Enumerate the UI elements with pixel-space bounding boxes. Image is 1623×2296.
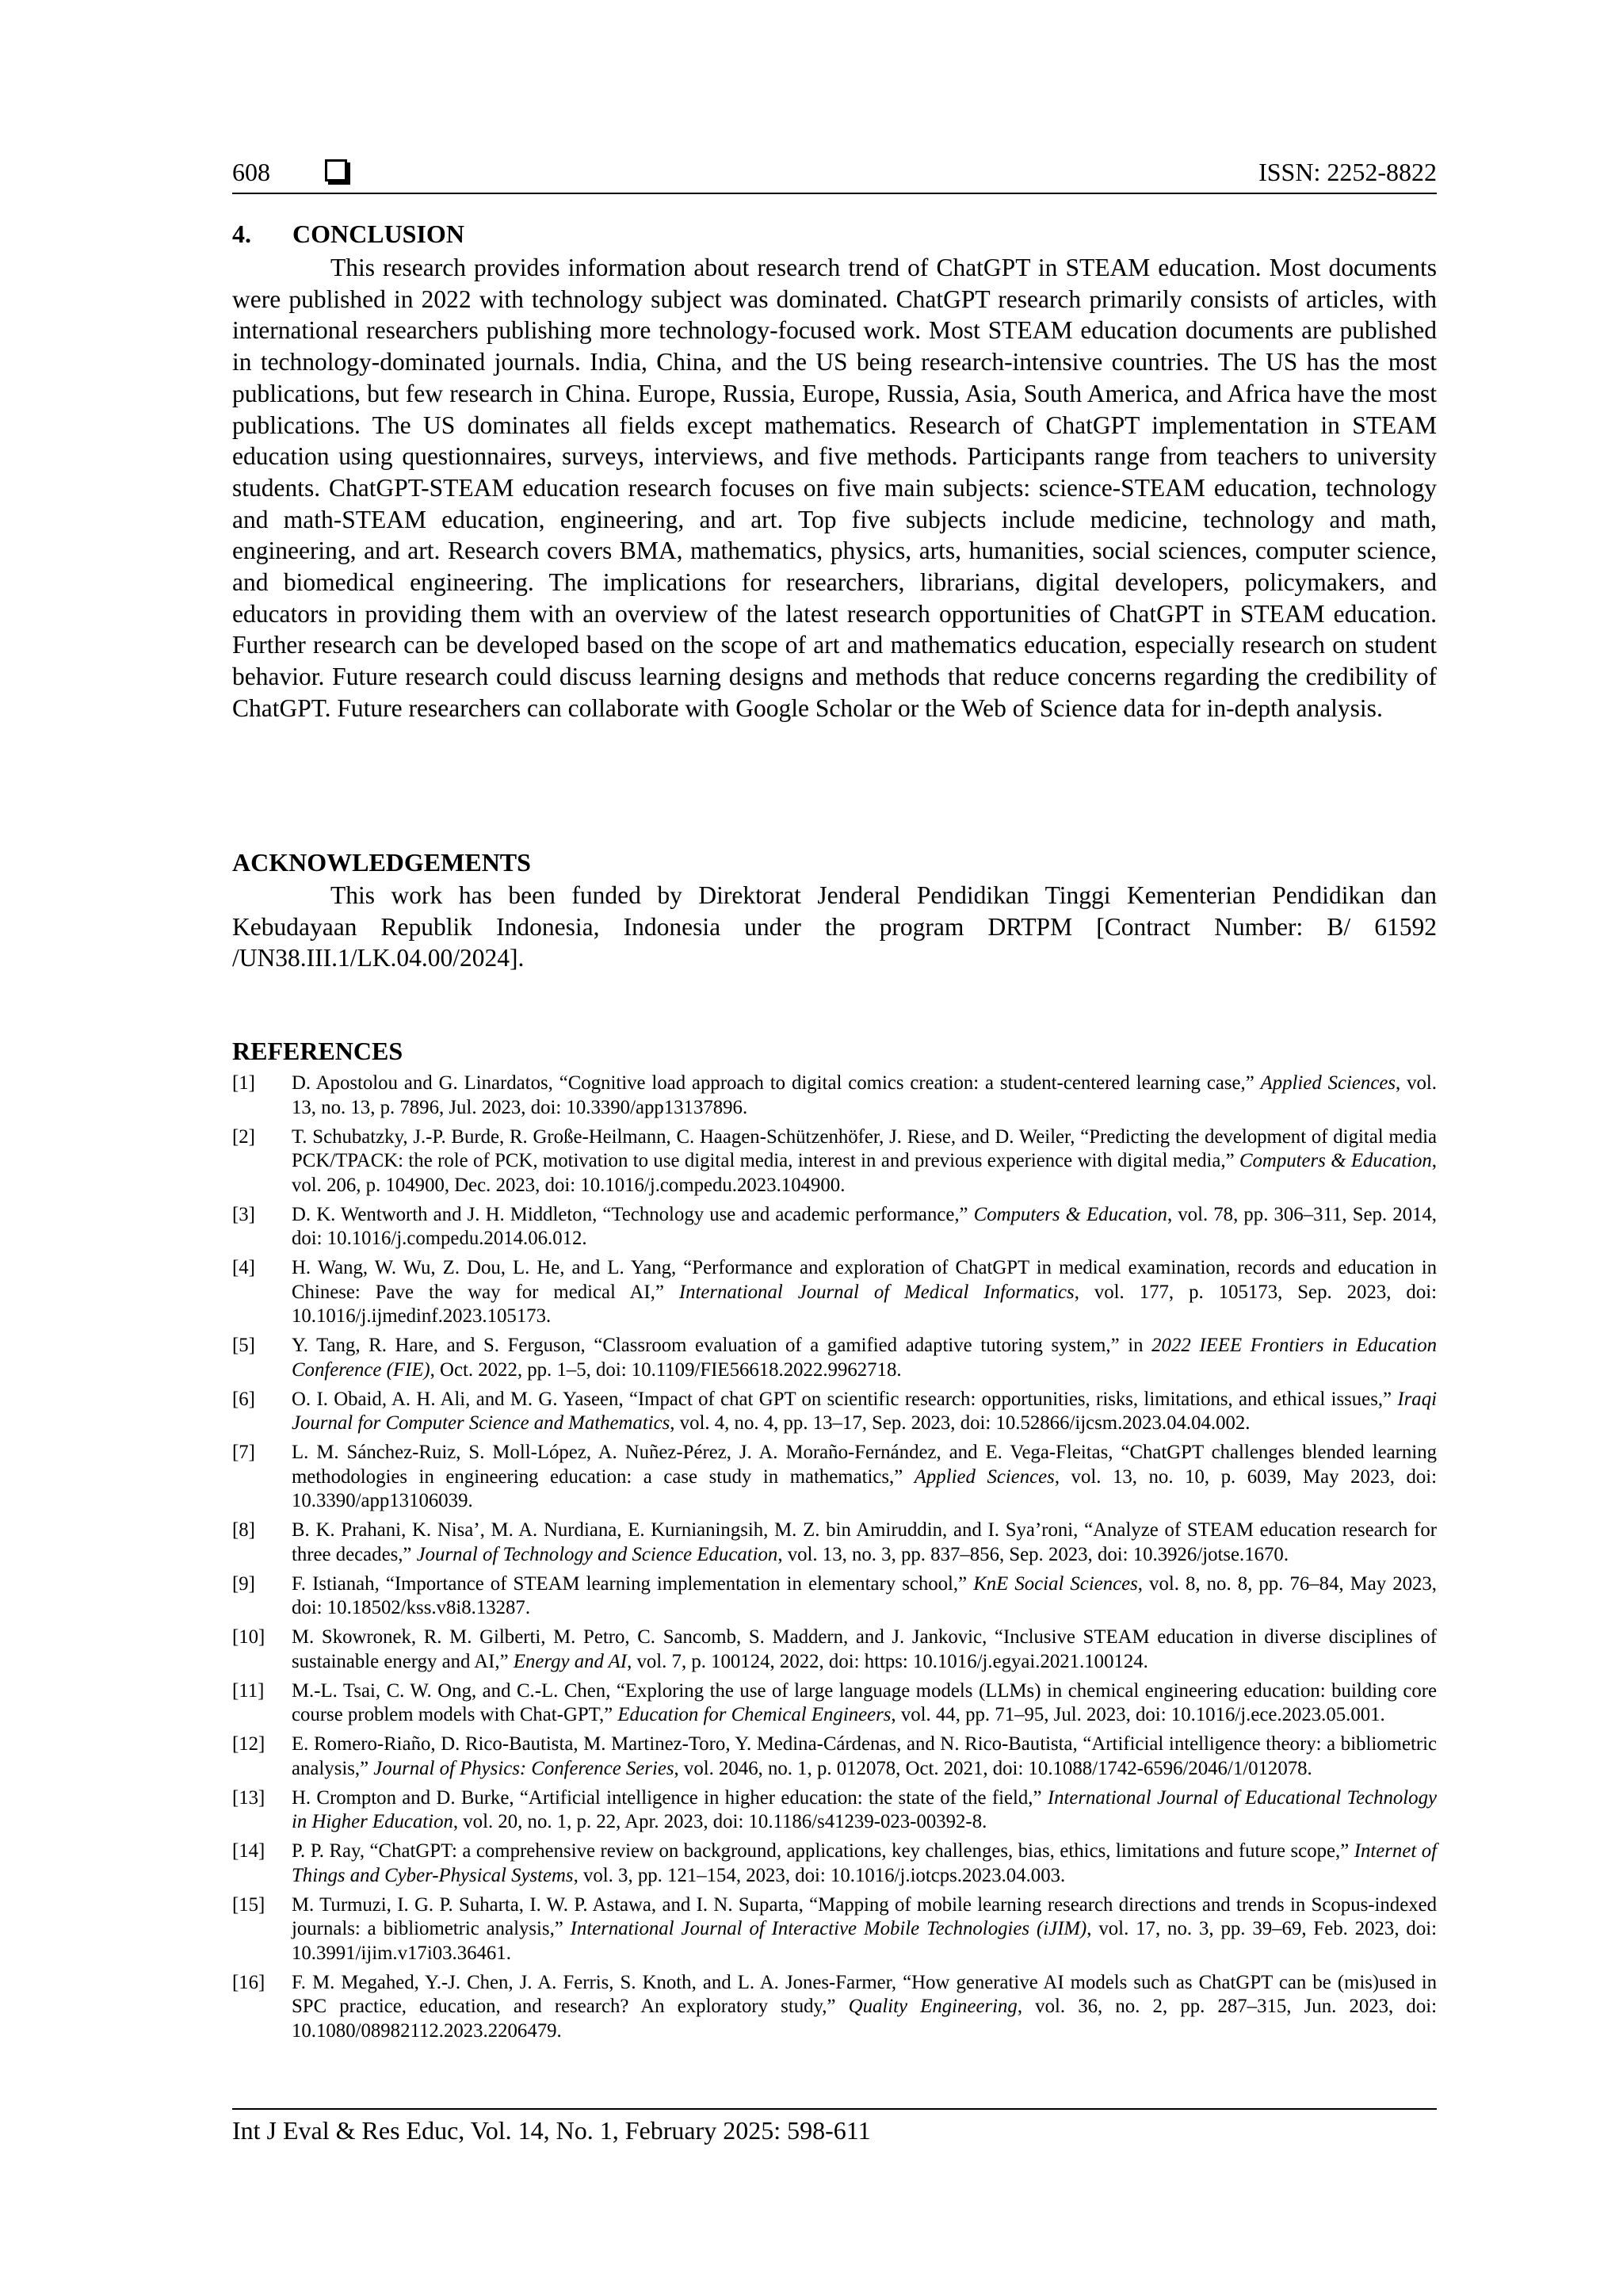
reference-details: , vol. 8, no. 8, pp. 76–84, May 2023, doi: 10.18502/kss.v8i8.13287. — [292, 1572, 1438, 1618]
reference-item — [232, 1441, 1437, 1514]
reference-text: O. I. Obaid, A. H. Ali, and M. G. Yaseen, “Impact of chat GPT on scientific research: opportunities, risks, limitations, and ethical issues,” — [292, 1388, 1398, 1410]
section-title: CONCLUSION — [292, 220, 464, 248]
reference-item — [232, 1893, 1437, 1966]
reference-item — [232, 1256, 1437, 1329]
acknowledgements-paragraph: This work has been funded by Direktorat Jenderal Pendidikan Tinggi Kementerian Pendidikan dan Kebudayaan Republik Indonesia, Indonesia under the program DRTPM [Contract Number: B/ 61592 /UN38.III.1/LK.04.00/2024]. — [232, 881, 1437, 972]
reference-details: , vol. 3, pp. 121–154, 2023, doi: 10.1016/j.iotcps.2023.04.003. — [573, 1864, 1066, 1886]
reference-venue: Computers & Education — [973, 1203, 1167, 1225]
reference-number: [10] — [232, 1626, 265, 1648]
reference-venue: International Journal of Interactive Mobile Technologies (iJIM) — [570, 1918, 1087, 1939]
reference-number: [5] — [232, 1335, 255, 1356]
reference-text: B. K. Prahani, K. Nisa’, M. A. Nurdiana, E. Kurnianingsih, M. Z. bin Amiruddin, and I. Sya’roni, “Analyze of STEAM education research for three decades,” — [292, 1519, 1437, 1565]
reference-number: [3] — [232, 1203, 255, 1225]
reference-number: [6] — [232, 1388, 255, 1410]
reference-details: , vol. 206, p. 104900, Dec. 2023, doi: 10.1016/j.compedu.2023.104900. — [292, 1150, 1437, 1196]
reference-details: , vol. 13, no. 3, pp. 837–856, Sep. 2023, doi: 10.3926/jotse.1670. — [777, 1543, 1289, 1565]
page-header — [232, 153, 1437, 193]
reference-venue: 2022 IEEE Frontiers in Education Conference (FIE) — [292, 1335, 1437, 1381]
reference-text: P. P. Ray, “ChatGPT: a comprehensive review on background, applications, key challenges, bias, ethics, limitations and future scope,” — [292, 1840, 1354, 1862]
conclusion-paragraph: This research provides information about research trend of ChatGPT in STEAM education. Most documents were published in 2022 with technology subject was dominated. ChatGPT research primarily consists of articles, with international researchers publishing more technology-focused work. Most STEAM education documents are published in technology-dominated journals. India, China, and the US being research-intensive countries. The US has the most publications, but few research in China. Europe, Russia, Europe, Russia, Asia, South America, and Africa have the most publications. The US dominates all fields except mathematics. Research of ChatGPT implementation in STEAM education using questionnaires, surveys, interviews, and five methods. Participants range from teachers to university students. ChatGPT-STEAM education research focuses on five main subjects: science-STEAM education, technology and math-STEAM education, engineering, and art. Top five subjects include medicine, technology and math, engineering, and art. Research covers BMA, mathematics, physics, arts, humanities, social sciences, computer science, and biomedical engineering. The implications for researchers, librarians, digital developers, policymakers, and educators in providing them with an overview of the latest research opportunities of ChatGPT in STEAM education. Further research can be developed based on the scope of art and mathematics education, especially research on student behavior. Future research could discuss learning designs and methods that reduce concerns regarding the credibility of ChatGPT. Future researchers can collaborate with Google Scholar or the Web of Science data for in-depth analysis. — [232, 254, 1437, 722]
reference-number: [9] — [232, 1572, 255, 1595]
reference-text: M.-L. Tsai, C. W. Ong, and C.-L. Chen, “Exploring the use of large language models (LLMs) in chemical engineering education: building core course problem models with Chat-GPT,” — [292, 1679, 1437, 1725]
reference-text: F. Istianah, “Importance of STEAM learning implementation in elementary school,” — [292, 1572, 974, 1595]
reference-venue: KnE Social Sciences — [973, 1572, 1138, 1595]
reference-item — [232, 1334, 1437, 1382]
reference-details: , vol. 7, p. 100124, 2022, doi: https: 10.1016/j.egyai.2021.100124. — [627, 1650, 1148, 1672]
reference-item — [232, 1125, 1437, 1198]
reference-venue: Applied Sciences — [914, 1465, 1055, 1488]
reference-number: [13] — [232, 1786, 265, 1809]
reference-list — [232, 1072, 1437, 2049]
reference-number: [8] — [232, 1519, 255, 1541]
footer-rule — [232, 2108, 1437, 2110]
reference-venue: International Journal of Medical Informatics — [678, 1281, 1075, 1303]
reference-item — [232, 1572, 1437, 1621]
reference-number: [14] — [232, 1840, 265, 1862]
reference-item — [232, 1971, 1437, 2044]
issn-label: ISSN: 2252-8822 — [1258, 158, 1437, 186]
reference-text: M. Turmuzi, I. G. P. Suharta, I. W. P. Astawa, and I. N. Suparta, “Mapping of mobile learning research directions and trends in Scopus-indexed journals: a bibliometric analysis,” — [292, 1893, 1437, 1939]
page-number: 608 — [232, 158, 270, 186]
footer-citation: Int J Eval & Res Educ, Vol. 14, No. 1, February 2025: 598-611 — [232, 2116, 871, 2145]
reference-number: [16] — [232, 1971, 265, 1993]
reference-details: , vol. 20, no. 1, p. 22, Apr. 2023, doi: 10.1186/s41239-023-00392-8. — [453, 1811, 987, 1832]
reference-text: Y. Tang, R. Hare, and S. Ferguson, “Classroom evaluation of a gamified adaptive tutoring system,” in — [292, 1335, 1152, 1356]
reference-venue: International Journal of Educational Technology in Higher Education — [292, 1786, 1437, 1832]
reference-item — [232, 1839, 1437, 1888]
reference-text: L. M. Sánchez-Ruiz, S. Moll-López, A. Nuñez-Pérez, J. A. Moraño-Fernández, and E. Vega-Fleitas, “ChatGPT challenges blended learning methodologies in engineering education: a case study in mathematics,” — [292, 1442, 1437, 1488]
reference-number: [2] — [232, 1125, 255, 1148]
reference-item — [232, 1519, 1437, 1567]
reference-item — [232, 1733, 1437, 1781]
reference-number: [12] — [232, 1733, 265, 1755]
header-rule — [232, 193, 1437, 194]
reference-venue: Energy and AI — [513, 1650, 628, 1672]
reference-number: [1] — [232, 1072, 255, 1094]
acknowledgements-heading: ACKNOWLEDGEMENTS — [232, 848, 531, 877]
reference-text: F. M. Megahed, Y.-J. Chen, J. A. Ferris, S. Knoth, and L. A. Jones-Farmer, “How generative AI models such as ChatGPT can be (mis)used in SPC practice, education, and research? An exploratory study,” — [292, 1971, 1437, 2017]
reference-venue: Journal of Technology and Science Education — [416, 1543, 778, 1565]
reference-details: , vol. 78, pp. 306–311, Sep. 2014, doi: 10.1016/j.compedu.2014.06.012. — [292, 1203, 1438, 1249]
reference-item — [232, 1203, 1437, 1251]
reference-venue: Iraqi Journal for Computer Science and Mathematics — [292, 1388, 1437, 1434]
reference-venue: Internet of Things and Cyber-Physical Systems — [292, 1840, 1438, 1886]
reference-details: , vol. 36, no. 2, pp. 287–315, Jun. 2023, doi: 10.1080/08982112.2023.2206479. — [292, 1996, 1437, 2042]
reference-venue: Quality Engineering — [848, 1996, 1018, 2017]
reference-text: D. Apostolou and G. Linardatos, “Cognitive load approach to digital comics creation: a student-centered learning case,” — [292, 1072, 1261, 1094]
reference-number: [4] — [232, 1257, 255, 1278]
reference-details: , vol. 4, no. 4, pp. 13–17, Sep. 2023, doi: 10.52866/ijcsm.2023.04.04.002. — [670, 1412, 1251, 1434]
reference-text: T. Schubatzky, J.-P. Burde, R. Große-Heilmann, C. Haagen-Schützenhöfer, J. Riese, and D. Weiler, “Predicting the development of digital media PCK/TPACK: the role of PCK, motivation to use digital media, interest in and previous experience with digital media,” — [292, 1125, 1437, 1171]
reference-details: , vol. 13, no. 13, p. 7896, Jul. 2023, doi: 10.3390/app13137896. — [292, 1072, 1437, 1118]
reference-item — [232, 1786, 1437, 1835]
reference-details: , vol. 177, p. 105173, Sep. 2023, doi: 10.1016/j.ijmedinf.2023.105173. — [292, 1281, 1437, 1327]
reference-details: , vol. 17, no. 3, pp. 39–69, Feb. 2023, doi: 10.3991/ijim.v17i03.36461. — [292, 1918, 1437, 1964]
reference-details: , vol. 44, pp. 71–95, Jul. 2023, doi: 10.1016/j.ece.2023.05.001. — [891, 1704, 1385, 1725]
reference-item — [232, 1388, 1437, 1436]
reference-venue: Education for Chemical Engineers — [617, 1704, 892, 1725]
reference-details: , Oct. 2022, pp. 1–5, doi: 10.1109/FIE56618.2022.9962718. — [430, 1358, 902, 1381]
reference-text: H. Crompton and D. Burke, “Artificial intelligence in higher education: the state of the field,” — [292, 1786, 1048, 1809]
reference-venue: Journal of Physics: Conference Series — [373, 1757, 674, 1779]
reference-item — [232, 1626, 1437, 1674]
square-box-icon — [325, 159, 347, 181]
reference-details: , vol. 2046, no. 1, p. 012078, Oct. 2021, doi: 10.1088/1742-6596/2046/1/012078. — [674, 1757, 1312, 1779]
references-heading: REFERENCES — [232, 1037, 403, 1065]
reference-number: [11] — [232, 1679, 265, 1702]
reference-number: [7] — [232, 1442, 255, 1463]
reference-venue: Computers & Education — [1239, 1150, 1432, 1171]
reference-text: H. Wang, W. Wu, Z. Dou, L. He, and L. Yang, “Performance and exploration of ChatGPT in medical examination, records and education in Chinese: Pave the way for medical AI,” — [292, 1257, 1437, 1303]
reference-text: D. K. Wentworth and J. H. Middleton, “Technology use and academic performance,” — [292, 1203, 974, 1225]
reference-item — [232, 1679, 1437, 1728]
reference-number: [15] — [232, 1893, 265, 1916]
reference-item — [232, 1072, 1437, 1120]
reference-text: E. Romero-Riaño, D. Rico-Bautista, M. Martinez-Toro, Y. Medina-Cárdenas, and N. Rico-Bautista, “Artificial intelligence theory: a bibliometric analysis,” — [292, 1733, 1437, 1779]
reference-details: , vol. 13, no. 10, p. 6039, May 2023, doi: 10.3390/app13106039. — [292, 1465, 1438, 1511]
section-number: 4. — [232, 220, 251, 248]
reference-text: M. Skowronek, R. M. Gilberti, M. Petro, C. Sancomb, S. Maddern, and J. Jankovic, “Inclusive STEAM education in diverse disciplines of sustainable energy and AI,” — [292, 1626, 1437, 1672]
conclusion-heading — [232, 220, 464, 249]
reference-venue: Applied Sciences — [1260, 1072, 1396, 1094]
